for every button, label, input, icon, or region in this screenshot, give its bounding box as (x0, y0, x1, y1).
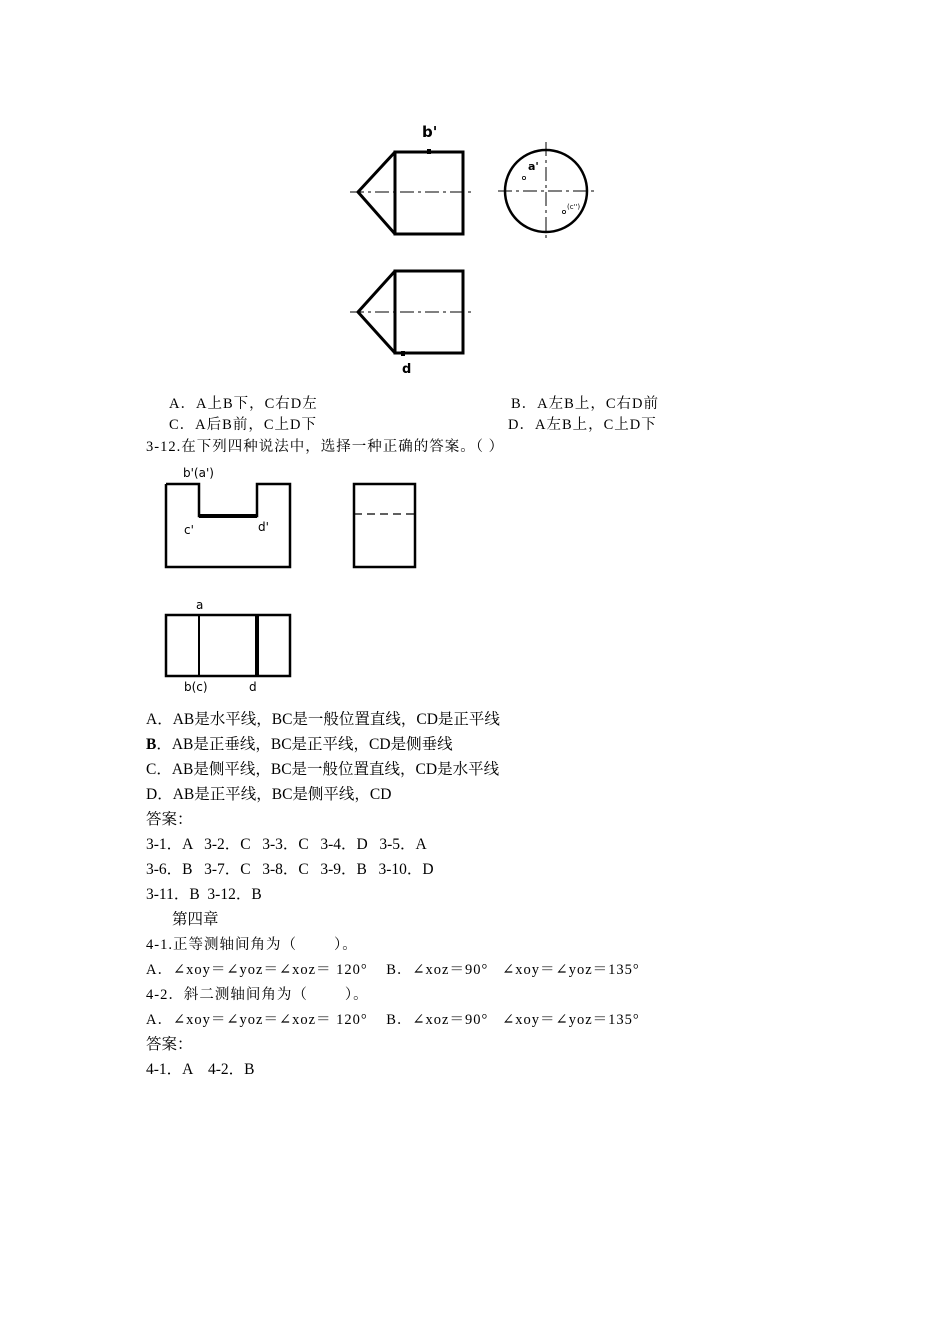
q312-option-a: A．AB是水平线，BC是一般位置直线，CD是正平线 (146, 711, 500, 728)
answers4: 4-1．A 4-2．B (146, 1061, 255, 1078)
fig1-label-c: (c'') (567, 203, 581, 211)
projection-figure-3-11 (340, 120, 610, 385)
q312-option-c: C．AB是侧平线，BC是一般位置直线，CD是水平线 (146, 761, 500, 778)
top-view-outline (166, 615, 290, 676)
fig2-label-a: a (196, 598, 204, 612)
fig1-label-b: b' (422, 123, 438, 141)
fig1-label-d: d (402, 362, 412, 377)
q312-stem: 3-12.在下列四种说法中，选择一种正确的答案。（ ） (146, 439, 505, 455)
answers3-row1: 3-1．A 3-2．C 3-3．C 3-4．D 3-5．A (146, 836, 427, 853)
fig1-label-a: a' (528, 160, 539, 173)
q312-option-b (146, 732, 453, 754)
q41-options: A．∠xoy＝∠yoz＝∠xoz＝ 120° B．∠xoz＝90° ∠xoy＝∠yoz＝135° (146, 962, 640, 978)
top-view (350, 271, 473, 356)
q312-option-b-letter: B (146, 736, 157, 753)
fig2-label-b-a: b'(a') (183, 466, 214, 480)
fig2-label-bc: b(c) (184, 680, 208, 694)
q311-option-b: B．A左B上，C右D前 (511, 396, 659, 412)
q311-option-a: A．A上B下，C右D左 (169, 396, 318, 412)
fig2-label-c: c' (184, 523, 194, 537)
fig2-label-d: d' (258, 520, 269, 534)
side-view (498, 142, 598, 242)
q42-options: A．∠xoy＝∠yoz＝∠xoz＝ 120° B．∠xoz＝90° ∠xoy＝∠yoz＝135° (146, 1012, 640, 1028)
answers3-title: 答案： (146, 811, 193, 828)
q312-option-b-text: ．AB是正垂线，BC是正平线，CD是侧垂线 (156, 736, 453, 753)
fig2-label-d2: d (249, 680, 257, 694)
front-view (350, 149, 473, 234)
chapter4-title: 第四章 (172, 911, 219, 928)
q311-option-c: C．A后B前，C上D下 (169, 417, 317, 433)
q42-stem: 4-2．斜二测轴间角为（ ）。 (146, 987, 369, 1003)
answers3-row3: 3-11．B 3-12．B (146, 886, 262, 903)
answers4-title: 答案： (146, 1036, 193, 1053)
side-view-outline (354, 484, 415, 567)
answers3-row2: 3-6．B 3-7．C 3-8．C 3-9．B 3-10．D (146, 861, 434, 878)
q312-option-d: D．AB是正平线，BC是侧平线，CD (146, 786, 392, 803)
q311-option-d: D．A左B上，C上D下 (508, 417, 657, 433)
projection-figure-3-12 (160, 475, 430, 685)
q41-stem: 4-1.正等测轴间角为（ ）。 (146, 937, 358, 953)
